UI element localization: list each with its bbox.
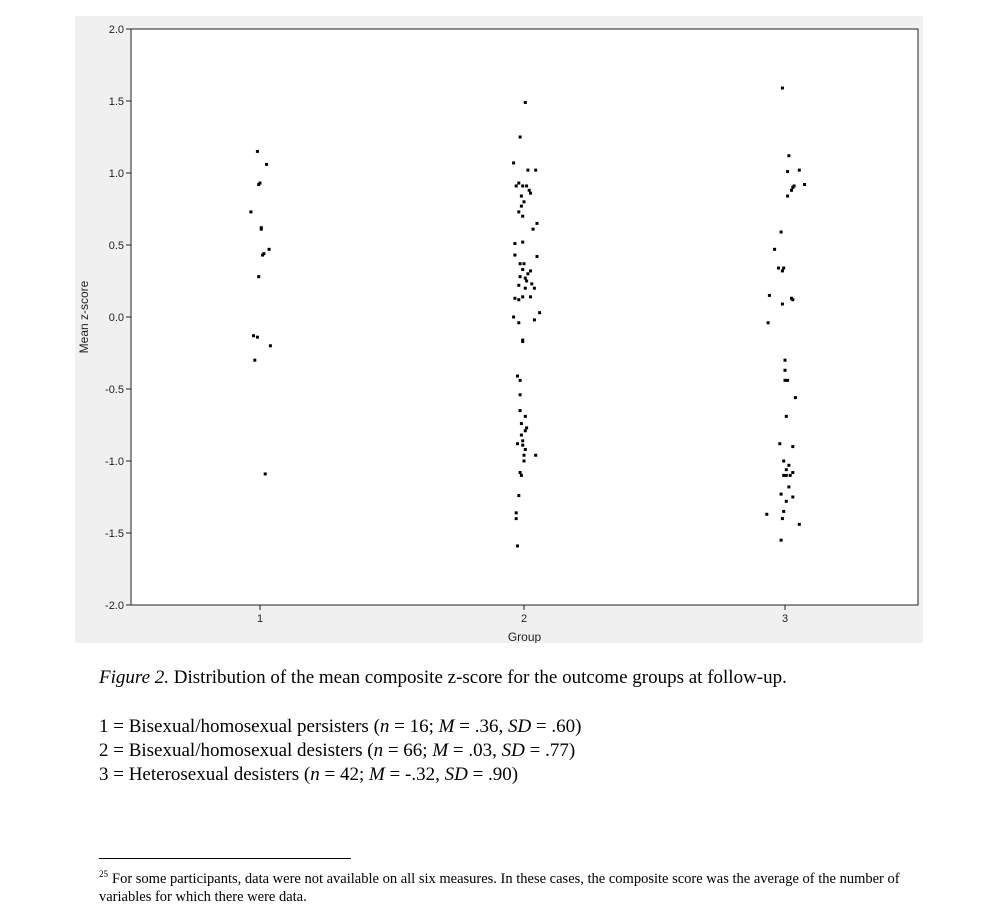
data-point-group-2 — [521, 444, 524, 447]
data-point-group-2 — [519, 136, 522, 139]
data-point-group-2 — [517, 321, 520, 324]
data-point-group-2 — [523, 454, 526, 457]
footnote-text: For some participants, data were not available on all six measures. In these cases, the composite score was the average of the number of variables for which there were data. — [99, 871, 900, 905]
data-point-group-3 — [785, 415, 788, 418]
data-point-group-3 — [780, 493, 783, 496]
data-point-group-2 — [521, 241, 524, 244]
x-axis-title: Group — [507, 630, 542, 643]
data-point-group-2 — [519, 393, 522, 396]
data-point-group-3 — [782, 474, 785, 477]
legend-line-3: 3 = Heterosexual desisters (n = 42; M = -.32, SD = .90) — [99, 764, 519, 785]
data-point-group-2 — [520, 474, 523, 477]
data-point-group-2 — [520, 205, 523, 208]
data-point-group-2 — [515, 184, 518, 187]
data-point-group-3 — [778, 442, 781, 445]
data-point-group-2 — [524, 415, 527, 418]
x-tick-label: 3 — [781, 613, 789, 625]
data-point-group-1 — [265, 163, 268, 166]
data-point-group-2 — [526, 272, 529, 275]
x-tick-label: 1 — [256, 613, 264, 625]
data-point-group-2 — [521, 268, 524, 271]
data-point-group-1 — [249, 210, 252, 213]
data-point-group-2 — [519, 379, 522, 382]
data-point-group-2 — [525, 280, 528, 283]
data-point-group-3 — [781, 517, 784, 520]
data-point-group-3 — [787, 154, 790, 157]
data-point-group-3 — [803, 183, 806, 186]
data-point-group-2 — [524, 429, 527, 432]
data-point-group-2 — [516, 442, 519, 445]
data-point-group-3 — [798, 523, 801, 526]
y-axis-title: Mean z-score — [77, 280, 91, 354]
data-point-group-2 — [530, 282, 533, 285]
data-point-group-3 — [781, 303, 784, 306]
data-point-group-2 — [536, 222, 539, 225]
caption-text: Distribution of the mean composite z-score for the outcome groups at follow-up. — [169, 667, 787, 688]
data-point-group-2 — [521, 295, 524, 298]
data-point-group-1 — [264, 472, 267, 475]
y-tick-label: -0.5 — [105, 384, 124, 396]
data-point-group-2 — [529, 295, 532, 298]
data-point-group-2 — [515, 517, 518, 520]
data-point-group-3 — [780, 539, 783, 542]
data-point-group-2 — [520, 422, 523, 425]
data-point-group-3 — [791, 298, 794, 301]
data-point-group-2 — [523, 460, 526, 463]
data-point-group-3 — [789, 474, 792, 477]
figure-caption — [99, 667, 787, 689]
footnote-number: 25 — [99, 869, 108, 880]
data-point-group-2 — [520, 195, 523, 198]
data-point-group-3 — [782, 267, 785, 270]
footnote — [99, 870, 919, 906]
data-point-group-2 — [532, 228, 535, 231]
data-point-group-1 — [269, 344, 272, 347]
data-point-group-3 — [773, 248, 776, 251]
footnote-divider — [99, 858, 351, 859]
data-point-group-3 — [790, 189, 793, 192]
data-point-group-2 — [524, 101, 527, 104]
data-point-group-2 — [523, 200, 526, 203]
y-tick-label: 0.0 — [108, 312, 124, 324]
data-point-group-3 — [767, 321, 770, 324]
data-point-group-2 — [517, 182, 520, 185]
legend-line-2: 2 = Bisexual/homosexual desisters (n = 66; M = .03, SD = .77) — [99, 740, 576, 761]
legend-line-1: 1 = Bisexual/homosexual persisters (n = 16; M = .36, SD = .60) — [99, 716, 582, 737]
data-point-group-3 — [785, 474, 788, 477]
data-point-group-3 — [798, 169, 801, 172]
data-point-group-2 — [524, 277, 527, 280]
data-point-group-2 — [521, 340, 524, 343]
data-point-group-3 — [784, 359, 787, 362]
y-tick-label: -1.0 — [105, 456, 124, 468]
data-point-group-3 — [777, 267, 780, 270]
data-point-group-2 — [521, 439, 524, 442]
data-point-group-1 — [259, 182, 262, 185]
data-point-group-3 — [782, 460, 785, 463]
data-point-group-1 — [268, 248, 271, 251]
data-point-group-2 — [524, 287, 527, 290]
data-point-group-3 — [780, 231, 783, 234]
data-point-group-1 — [257, 275, 260, 278]
y-tick-label: 1.0 — [108, 168, 124, 180]
data-point-group-2 — [521, 184, 524, 187]
data-point-group-2 — [519, 471, 522, 474]
data-point-group-3 — [791, 445, 794, 448]
data-point-group-3 — [765, 513, 768, 516]
data-point-group-2 — [523, 262, 526, 265]
data-point-group-2 — [516, 375, 519, 378]
data-point-group-2 — [529, 192, 532, 195]
data-point-group-2 — [517, 494, 520, 497]
data-point-group-2 — [526, 169, 529, 172]
data-point-group-3 — [768, 294, 771, 297]
data-point-group-3 — [786, 195, 789, 198]
figure-label: Figure 2. — [99, 667, 170, 688]
data-point-group-2 — [519, 262, 522, 265]
data-point-group-1 — [253, 359, 256, 362]
data-point-group-3 — [787, 485, 790, 488]
data-point-group-3 — [785, 468, 788, 471]
data-point-group-3 — [781, 87, 784, 90]
data-point-group-3 — [791, 186, 794, 189]
data-point-group-1 — [260, 226, 263, 229]
data-point-group-2 — [533, 318, 536, 321]
data-point-group-3 — [794, 396, 797, 399]
x-tick-label: 2 — [520, 613, 528, 625]
data-point-group-2 — [512, 316, 515, 319]
data-point-group-2 — [536, 255, 539, 258]
data-point-group-2 — [519, 275, 522, 278]
data-point-group-2 — [520, 434, 523, 437]
y-tick-label: 1.5 — [108, 96, 124, 108]
data-point-group-2 — [528, 189, 531, 192]
data-point-group-3 — [784, 369, 787, 372]
data-point-group-1 — [261, 254, 264, 257]
data-point-group-2 — [513, 254, 516, 257]
data-point-group-2 — [517, 210, 520, 213]
data-point-group-2 — [517, 284, 520, 287]
data-point-group-2 — [516, 544, 519, 547]
data-point-group-3 — [785, 500, 788, 503]
data-point-group-3 — [786, 170, 789, 173]
data-point-group-2 — [533, 287, 536, 290]
data-point-group-3 — [782, 510, 785, 513]
data-point-group-2 — [512, 161, 515, 164]
data-point-group-3 — [791, 471, 794, 474]
data-point-group-2 — [538, 311, 541, 314]
data-point-group-1 — [256, 150, 259, 153]
data-point-group-3 — [786, 379, 789, 382]
data-point-group-3 — [791, 496, 794, 499]
data-point-group-2 — [525, 184, 528, 187]
data-point-group-2 — [534, 169, 537, 172]
data-point-group-3 — [784, 379, 787, 382]
data-point-group-1 — [252, 334, 255, 337]
data-point-group-2 — [517, 298, 520, 301]
data-point-group-3 — [787, 464, 790, 467]
data-point-group-2 — [513, 242, 516, 245]
data-point-group-2 — [515, 511, 518, 514]
y-tick-label: 2.0 — [108, 24, 124, 36]
chart-area — [75, 16, 923, 643]
data-point-group-2 — [519, 409, 522, 412]
data-point-group-2 — [525, 426, 528, 429]
data-point-group-2 — [521, 215, 524, 218]
y-tick-label: -2.0 — [105, 600, 124, 612]
data-point-group-2 — [513, 297, 516, 300]
y-tick-label: 0.5 — [108, 240, 124, 252]
group-legend — [99, 715, 581, 787]
plot-frame — [131, 29, 918, 605]
data-point-group-2 — [524, 448, 527, 451]
data-point-group-1 — [256, 336, 259, 339]
data-point-group-2 — [529, 269, 532, 272]
y-tick-label: -1.5 — [105, 528, 124, 540]
data-point-group-3 — [781, 269, 784, 272]
data-point-group-2 — [534, 454, 537, 457]
scatter-plot — [75, 16, 923, 643]
